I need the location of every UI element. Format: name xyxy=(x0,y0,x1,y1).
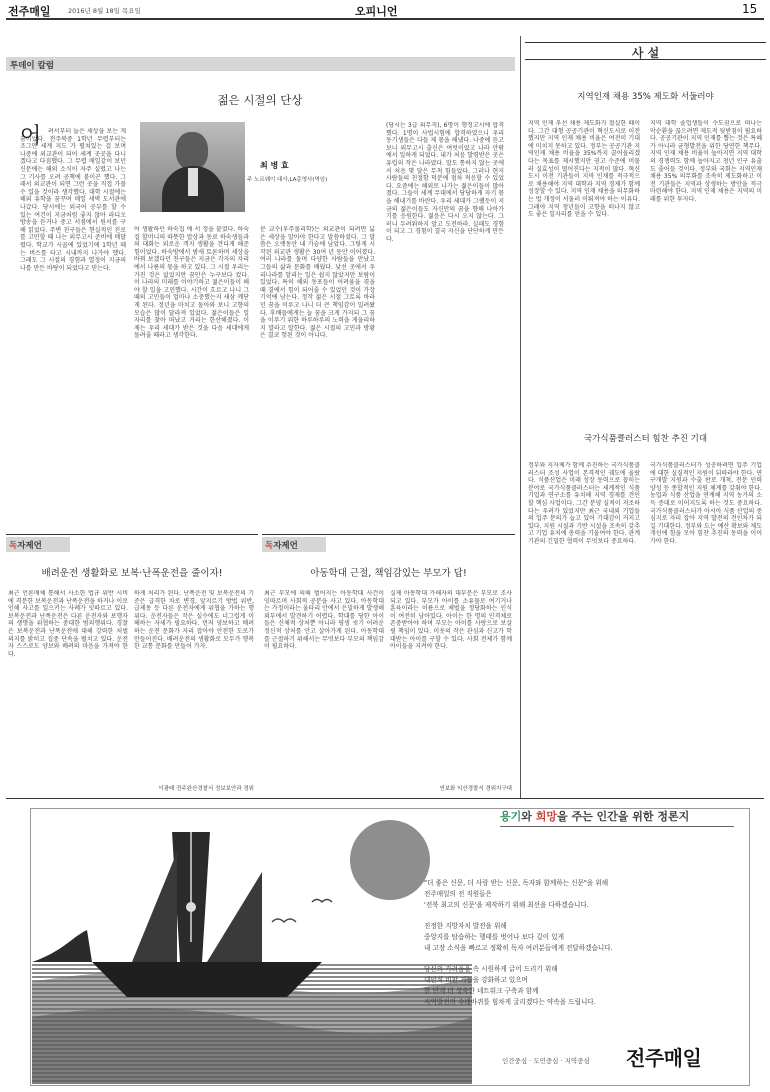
reader-1-label-accent: 독 xyxy=(9,541,18,551)
ad-headline-rest: 을 주는 인간을 위한 정론지 xyxy=(557,810,690,823)
editorial-title-1: 지역인재 채용 35% 제도화 서둘러야 xyxy=(577,92,714,102)
sun-shape xyxy=(350,820,430,900)
reader-1-text-2: 하게 처리가 된다. 난폭운전 및 보복운전의 기준은 급격한 차로 변경, 앞지르기 방법 위반, 급제동 등 다른 운전자에게 위협을 가하는 행위다. 운전자들은 작은 실수에도 너그럽게 이해하는 자세가 필요하다. 먼저 양보하고 배려하는 운전 문화가 자리 잡아야 안전한 도로가 만들어진다. 배려운전의 생활화로 모두가 행복한 교통 문화를 만들어 가자. xyxy=(134,590,254,651)
author-name: 최 병 효 xyxy=(260,161,289,170)
reader-2-signature: 연보화 익산경찰서 경위지구대 xyxy=(439,786,512,792)
reader-1-signature: 이광태 전주완산경찰서 정보보안과 경위 xyxy=(158,786,254,792)
ad-line-3: '전북 최고의 신문'을 제작하기 위해 최선을 다하겠습니다. xyxy=(424,901,589,909)
reader-1-text-1: 최근 언론매체 통해서 사소한 법규 위반 시비에 격분한 보복운전과 난폭운전을 하거나 이로 인해 사고를 일으키는 사례가 잇따르고 있다. 보복운전과 난폭운전은 다른 운전자와 보행자의 생명을 위협하는 중대한 범죄행위다. 경찰은 보복운전과 난폭운전에 대해 강력한 처벌 의지를 밝히고 집중 단속을 펼치고 있다. 운전자 스스로도 양보와 배려의 마음을 가져야 한다. xyxy=(8,590,128,658)
ad-headline-courage: 용기 xyxy=(500,810,522,823)
column-text-1: 려서부터 늘은 세상을 보는 게 꿈이었다. 전주북중 1학년 무렵부터는 조그만 세계 지도 가 펼쳐있는 걸 보며 나중에 외교관이 되어 세계 곳곳을 다니겠다고 다짐했다. 그 무렵 매일같이 보던 신문에는 해외 소식이 자주 실렸고 나는 그 기사를 오려 공책에 붙이곤 했다. 그래서 외교관이 되면 그런 곳을 직접 가볼 수 있을 것이라 생각했다. 대학 시절에는 해외 유학을 꿈꾸며 매일 새벽 도서관에 나갔다. 당시에는 외국어 공부를 할 수 있는 여건이 지금처럼 좋지 않아 라디오 방송을 듣거나 중고 서점에서 원서를 구해 읽었다. 주변 친구들은 현실적인 진로를 고민할 때 나는 외무고시 준비에 매달렸다. 학교가 시골에 있었기에 1학년 때는 버스를 타고 시내까지 나가야 했다. 그래도 그 시절의 경험과 열정이 지금의 나를 만든 바탕이 되었다고 믿는다. xyxy=(20,128,126,272)
ad-line-10: 지역발전의 수레바퀴를 힘차게 굴리겠다는 약속을 드립니다. xyxy=(424,998,596,1006)
editorial-1-text-b: 지역 대학 졸업생들이 수도권으로 떠나는 악순환을 끊으려면 제도적 뒷받침이 필요하다. 공공기관이 지역 인재를 뽑는 것은 특혜가 아니라 균형발전을 위한 당연한 책무다. 지역 인재 채용 비율이 높아지면 지역 대학의 경쟁력도 함께 높아지고 청년 인구 유출도 줄어들 것이다. 정부와 국회는 지역인재 채용 35% 의무화를 조속히 제도화하고 이전 기관들은 지역과 상생하는 방안을 적극 마련해야 한다. 지역 인재 채용은 지역의 미래를 위한 투자다. xyxy=(650,120,762,203)
column-label: 투데이 칼럼 xyxy=(10,61,55,71)
ad-line-8: 대안적 비판 기능을 강화하고 있으며 xyxy=(424,976,528,984)
editorial-2-text-b: 국가식품클러스터가 성공하려면 입주 기업에 대한 실질적인 지원이 뒤따라야 한다. 연구개발 지원과 수출 판로 개척, 전문 인력 양성 등 종합적인 지원 체계를 갖춰야 한다. 농업과 식품 산업을 연계해 지역 농가의 소득 증대로 이어지도록 하는 것도 중요하다. 국가식품클러스터가 아시아 식품 산업의 중심지로 자리 잡아 지역 발전의 견인차가 되길 기대한다. 정부와 도는 예산 확보와 제도 개선에 힘을 모아 힘찬 추진의 동력을 이어가야 한다. xyxy=(650,462,762,545)
ad-line-9: 한 단계 더 성숙한 네트워크 구축과 함께 xyxy=(424,987,539,995)
ad-headline-hope: 희망 xyxy=(535,810,557,823)
ad-slogan: 인간중심 · 도민중심 · 지역중심 xyxy=(502,1057,590,1065)
ad-line-6: 내 고장 소식을 빠르고 정확히 독자 여러분들에게 전달하겠습니다. xyxy=(424,944,613,952)
column-text-3: 분 교수(우주물리학)는 외교관이 되려면 넓은 세상을 알아야 한다고 말씀하셨다. 그 말씀은 오랫동안 내 가슴에 남았다. 그렇게 시작된 외교관 생활은 30여 년 동안 이어졌다. 여러 나라를 돌며 다양한 사람들을 만났고 그들의 삶과 문화를 배웠다. 낯선 곳에서 우리나라를 알리는 일은 쉽지 않았지만 보람이 있었다. 특히 해외 동포들이 어려움을 겪을 때 곁에서 힘이 되어줄 수 있었던 것이 가장 기억에 남는다. 정작 젊은 시절 그토록 바라던 꿈을 이루고 나니 더 큰 책임감이 밀려왔다. 후배들에게는 늘 꿈을 크게 가지되 그 꿈을 이루기 위한 하루하루의 노력을 게을리하지 말라고 말한다. 젊은 시절의 고민과 방황은 결코 헛된 것이 아니다. xyxy=(260,226,375,340)
ad-illustration xyxy=(32,812,472,1084)
reader-1-label-bar xyxy=(6,537,70,552)
author-title: 주 노르웨이 대사,LA총영사(역임) xyxy=(247,177,328,183)
ad-brand-logo: 전주매일 xyxy=(626,1046,702,1070)
ad-line-1: "더 좋은 신문, 더 사랑 받는 신문, 독자와 함께하는 신문"을 위해 xyxy=(424,879,609,887)
editorial-1-text-a: 지역 인재 우선 채용 제도화가 절실한 때이다. 그간 대형 공공기관이 혁신도시로 이전했지만 지역 인재 채용 비율은 여전히 기대에 미치지 못하고 있다. 정부는 공공기관 지역인재 채용 비율을 35%까지 끌어올리겠다는 목표를 제시했지만 권고 수준에 머물러 실효성이 떨어진다는 지적이 많다. 혁신도시 이전 기관들이 지역 인재를 적극적으로 채용해야 지역 대학과 지역 경제가 함께 성장할 수 있다. 지역 인재 채용을 의무화하는 법 개정이 서둘러 이뤄져야 하는 이유다. 그래야 지역 청년들이 고향을 떠나지 않고도 좋은 일자리를 얻을 수 있다. xyxy=(528,120,640,219)
reader-2-label-rest: 자제언 xyxy=(273,541,298,551)
ad-line-7: 당신의 가려움을 속 시원하게 긁어 드리기 위해 xyxy=(424,965,558,973)
reader-1-title: 배려운전 생활화로 보복·난폭운전을 줄이자! xyxy=(41,568,223,579)
paper-name: 전주매일 xyxy=(8,5,51,18)
column-text-4: (당시는 3급 외무직), 6명이 행정고시에 합격했다. 1명이 사법시험에 합격하였으니 우리 동기생들은 다들 제 몫을 해냈다. 나중에 듣고 보니 외무고시 출신은 여럿이었고 나라 안팎에서 일하게 되었다. 내가 처음 발령받은 곳은 유럽의 작은 나라였다. 말도 통하지 않는 곳에서 처음 몇 달은 무척 힘들었다. 그러나 현지 사람들의 친절함 덕분에 점차 적응할 수 있었다. 요즘에는 해외로 나가는 젊은이들이 많아졌다. 그들이 세계 무대에서 당당하게 자기 몫을 해내기를 바란다. 우리 세대가 그랬듯이 지금의 젊은이들도 자신만의 꿈을 향해 나아가기를 응원한다. 젊음은 다시 오지 않는다. 그러니 두려워하지 말고 도전하라. 실패도 경험이 되고 그 경험이 결국 자신을 단단하게 만든다. xyxy=(386,122,504,243)
dropcap: 어 xyxy=(20,124,42,149)
reader-2-text-2: 실제 아동학대 가해자의 대부분은 부모로 조사되고 있다. 부모가 아이를 소유물로 여기거나 훈육이라는 이름으로 체벌을 정당화하는 인식이 여전히 남아있다. 아이는 한 명의 인격체로 존중받아야 하며 부모는 아이를 사랑으로 보살필 책임이 있다. 이웃의 작은 관심과 신고가 학대받는 아이를 구할 수 있다. 사회 전체가 함께 아이들을 지켜야 한다. xyxy=(390,590,512,651)
ad-line-2: 전주매일의 전 직원들은 xyxy=(424,890,492,898)
reader-2-label-accent: 독 xyxy=(265,541,274,551)
column-label-bar xyxy=(6,57,515,71)
reader-2-title: 아동학대 근절, 책임감있는 부모가 답! xyxy=(310,568,467,579)
editorial-title-2: 국가식품클러스터 힘찬 추진 기대 xyxy=(583,434,708,444)
ad-message xyxy=(424,878,754,1008)
ad-line-5: 중앙지를 탐습하는 행태를 벗어나 보다 깊이 있게 xyxy=(424,933,564,941)
column-title: 젊은 시절의 단상 xyxy=(217,93,303,107)
reader-2-label-bar xyxy=(262,537,326,552)
reader-1-label-rest: 자제언 xyxy=(17,541,42,551)
ad-headline xyxy=(500,808,689,824)
editorial-label-bar xyxy=(525,42,766,60)
column-text-2: 어 생활하던 하숙집 에 서 정을 붙였다. 하숙집 할머니의 따뜻한 밥상과 동료 하숙생들과의 대화는 외로운 객지 생활을 견디게 해준 힘이었다. 하숙방에서 밤새 토론하며 세상을 바꿔 보겠다던 친구들은 지금은 각자의 자리에서 나름의 몫을 하고 있다. 그 시절 우리는 가진 것은 없었지만 꿈만은 누구보다 컸다. 이 나라의 미래를 이야기하고 젊은이들이 해야 할 일을 고민했다. 시간이 흐르고 나니 그때의 고민들이 얼마나 소중했는지 새삼 깨닫게 된다. 정년을 마치고 돌아와 보니 고향의 모습은 많이 달라져 있었다. 젊은이들은 일자리를 찾아 떠났고 거리는 한산해졌다. 이제는 우리 세대가 받은 것을 다음 세대에게 돌려줄 때라고 생각한다. xyxy=(134,226,249,340)
editorial-2-text-a: 정부와 지자체가 함께 추진하는 국가식품클러스터 조성 사업이 본격적인 궤도에 올랐다. 식품산업은 미래 성장 동력으로 꼽히는 분야로 국가식품클러스터는 세계적인 식품 기업과 연구소를 유치해 지역 경제를 견인할 핵심 사업이다. 그간 분양 실적이 저조하다는 우려가 있었지만 최근 국내외 기업들의 입주 문의가 늘고 있어 기대감이 커지고 있다. 지원 시설과 기반 시설을 조속히 갖추고 기업 유치에 총력을 기울여야 한다. 관계 기관의 긴밀한 협력이 무엇보다 중요하다. xyxy=(528,462,640,545)
reader-2-text-1: 최근 부모에 의해 벌어지는 아동학대 사건이 잇따르며 사회적 공분을 사고 있다. 아동학대는 가정이라는 울타리 안에서 은밀하게 발생해 외부에서 발견하기 어렵다. 학대를 당한 아이들은 신체적 상처뿐 아니라 평생 씻기 어려운 정신적 상처를 안고 살아가게 된다. 아동학대를 근절하기 위해서는 무엇보다 부모의 책임감이 필요하다. xyxy=(264,590,384,651)
section-title: 오피니언 xyxy=(355,5,398,18)
ad-line-4: 진정한 지방자치 발전을 위해 xyxy=(424,922,507,930)
issue-date: 2016년 8월 18일 목요일 xyxy=(68,7,141,15)
editorial-label: 사 설 xyxy=(631,46,660,60)
page-number: 15 xyxy=(742,2,758,16)
ad-headline-conj: 와 xyxy=(521,810,536,823)
author-photo xyxy=(140,122,245,212)
